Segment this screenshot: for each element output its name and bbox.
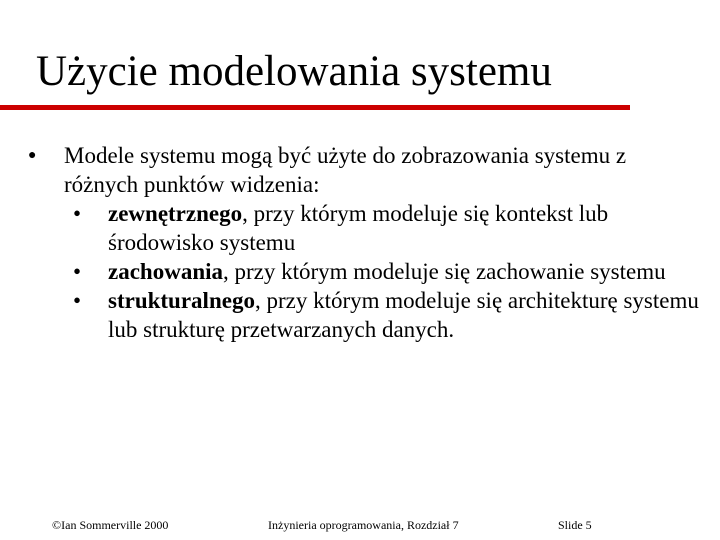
sub-bullet-description: , przy którym modeluje się kontekst lub środowisko systemu	[108, 201, 609, 255]
sub-bullet-item	[64, 199, 704, 257]
sub-bullet-description: , przy którym modeluje się zachowanie systemu	[223, 259, 666, 284]
footer-copyright: ©Ian Sommerville 2000	[52, 518, 169, 532]
sub-bullet-term: zachowania	[108, 259, 223, 284]
sub-bullet-description: , przy którym modeluje się architekturę systemu lub strukturę przetwarzanych danych.	[108, 288, 699, 342]
sub-bullet-item	[64, 286, 704, 344]
sub-bullet-icon: •	[73, 259, 82, 284]
title-underline	[0, 105, 630, 110]
sub-bullet-term: zewnętrznego	[108, 201, 243, 226]
sub-bullet-icon: •	[73, 288, 82, 313]
slide-content	[64, 141, 704, 344]
footer-slide-number: Slide 5	[558, 518, 592, 532]
sub-bullet-icon: •	[73, 201, 82, 226]
sub-bullet-item	[64, 257, 704, 286]
sub-bullet-term: strukturalnego	[108, 288, 255, 313]
slide-title: Użycie modelowania systemu	[36, 48, 552, 95]
footer-course-title: Inżynieria oprogramowania, Rozdział 7	[268, 518, 459, 532]
round-bullet-icon: ●	[28, 148, 37, 163]
sub-bullet-list	[64, 199, 704, 344]
main-bullet-text: Modele systemu mogą być użyte do zobrazowania systemu z różnych punktów widzenia:	[64, 143, 627, 197]
